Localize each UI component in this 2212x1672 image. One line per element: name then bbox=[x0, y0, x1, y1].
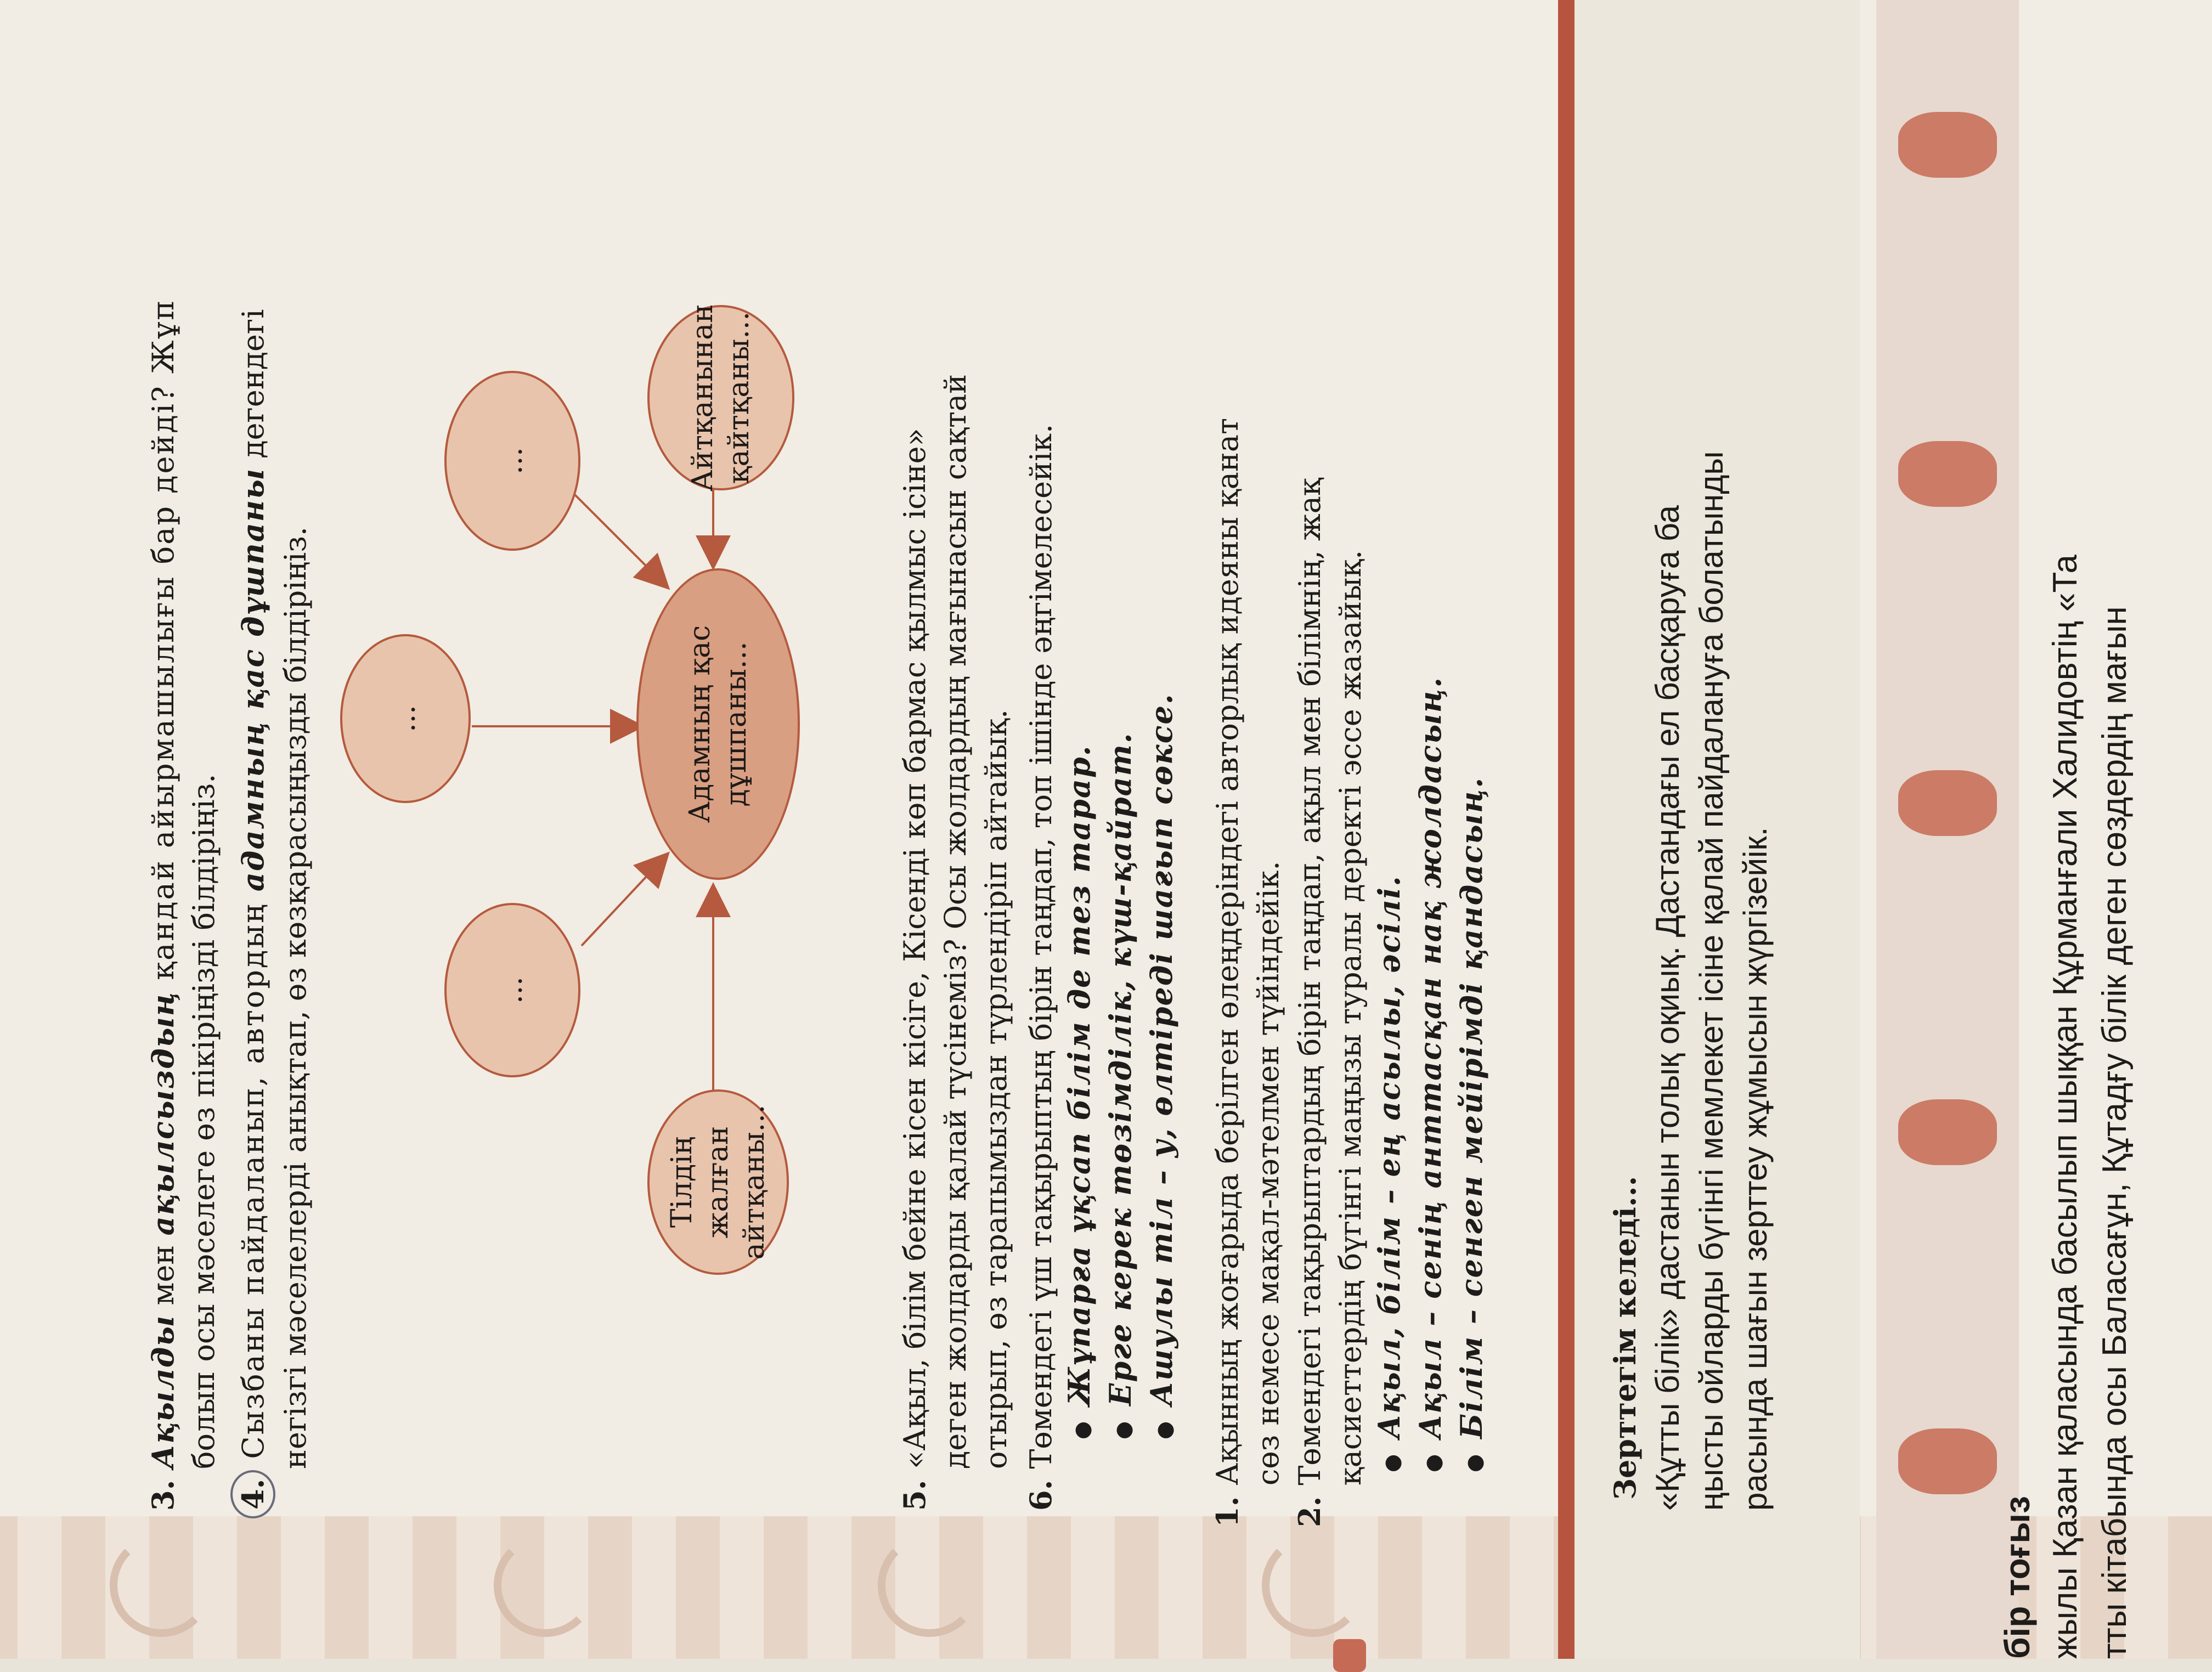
diagram-node-blank-1: ... bbox=[444, 903, 580, 1077]
term-wise: Ақылды bbox=[145, 1314, 180, 1469]
research-title: Зерттегім келеді... bbox=[1607, 1176, 1643, 1500]
task2-bullet-1: ● Ақыл, білім – ең асылы, әсілі. bbox=[1372, 875, 1407, 1472]
research-text: «Құтты білік» дастанын толық оқиық. Дастандағы ел басқаруға ба ңысты ойларды бүгінгі мемлекет ісіне қалай пайдалануға болатынды расында шағын зерттеу жұмысын жүргізейік. bbox=[1649, 451, 1774, 1511]
diagram-node-main-enemy: Адамның қас дұшпаны... bbox=[636, 568, 800, 880]
q6-bullet-2: ● Ерге керек төзімділік, күш-қайрат. bbox=[1103, 732, 1138, 1439]
task-2: 2.Төмендегі тақырыптардың бірін таңдап, ақыл мен білімнің, жақ қасиеттердің бүгінгі маңызы туралы деректі эссе жазайық. bbox=[1292, 478, 1368, 1527]
question-number: 3. bbox=[145, 1479, 180, 1511]
question-5: 5.«Ақыл, білім бейне кісен кісіге, Кісенді көп бармас қылмыс ісіне» деген жолдарды қалай түсінеміз? Осы жолдардың мағынасын сақтай отырып, өз тарапымыздан түрлендіріп айтайық. bbox=[897, 374, 1013, 1511]
circled-question-number: 4. bbox=[230, 1470, 275, 1518]
task2-bullet-3: ● Білім – сенген мейірімді қандасың. bbox=[1454, 777, 1489, 1472]
diagram-node-blank-2: ... bbox=[340, 634, 471, 803]
section-title: бір тоғыз bbox=[1997, 1496, 2037, 1659]
diagram-node-blank-3: ... bbox=[444, 371, 580, 551]
bottom-paragraph: жылы Қазан қаласында басылып шыққан Құрманғали Халидовтің «Та тты кітабында осы Баласағұн, Құтадғу білік деген сөздердің мағын bbox=[2046, 554, 2134, 1659]
concept-diagram bbox=[307, 287, 872, 1275]
ornament-band bbox=[1876, 0, 2019, 1659]
diagram-node-retract: Айтқанынан қайтқаны... bbox=[647, 305, 794, 490]
q6-bullet-3: ● Ашулы тіл – у, өлтіреді шағып сөксе. bbox=[1144, 693, 1179, 1439]
diagram-node-tongue: Тілдің жалған айтқаны... bbox=[647, 1089, 789, 1275]
question-3: 3.Ақылды мен ақылсыздың қандай айырмашылығы бар дейді? Жұп болып осы мәселеге өз пікіріңізді білдіріңіз. bbox=[145, 298, 221, 1511]
question-6: 6.Төмендегі үш тақырыптың бірін таңдап, топ ішінде әңгімелесейік. bbox=[1023, 423, 1058, 1511]
term-unwise: ақылсыздың bbox=[145, 991, 180, 1236]
task-1: 1.Ақынның жоғарыда берілген өлеңдеріндегі авторлық идеяны қанат сөз немесе мақал-мәтелмен түйіндейік. bbox=[1210, 418, 1285, 1527]
q6-bullet-1: ● Жұпарға ұқсап білім де тез тарар. bbox=[1062, 745, 1097, 1439]
question-4: 4.Сызбаны пайдаланып, автордың адамның қас дұшпаны дегендегі негізгі мәселелерді анықтап, өз көзқарасыңызды білдіріңіз. bbox=[230, 30, 316, 1511]
section-marker bbox=[1333, 1639, 1366, 1672]
task2-bullet-2: ● Ақыл – сенің анттасқан нақ жолдасың. bbox=[1413, 676, 1448, 1472]
